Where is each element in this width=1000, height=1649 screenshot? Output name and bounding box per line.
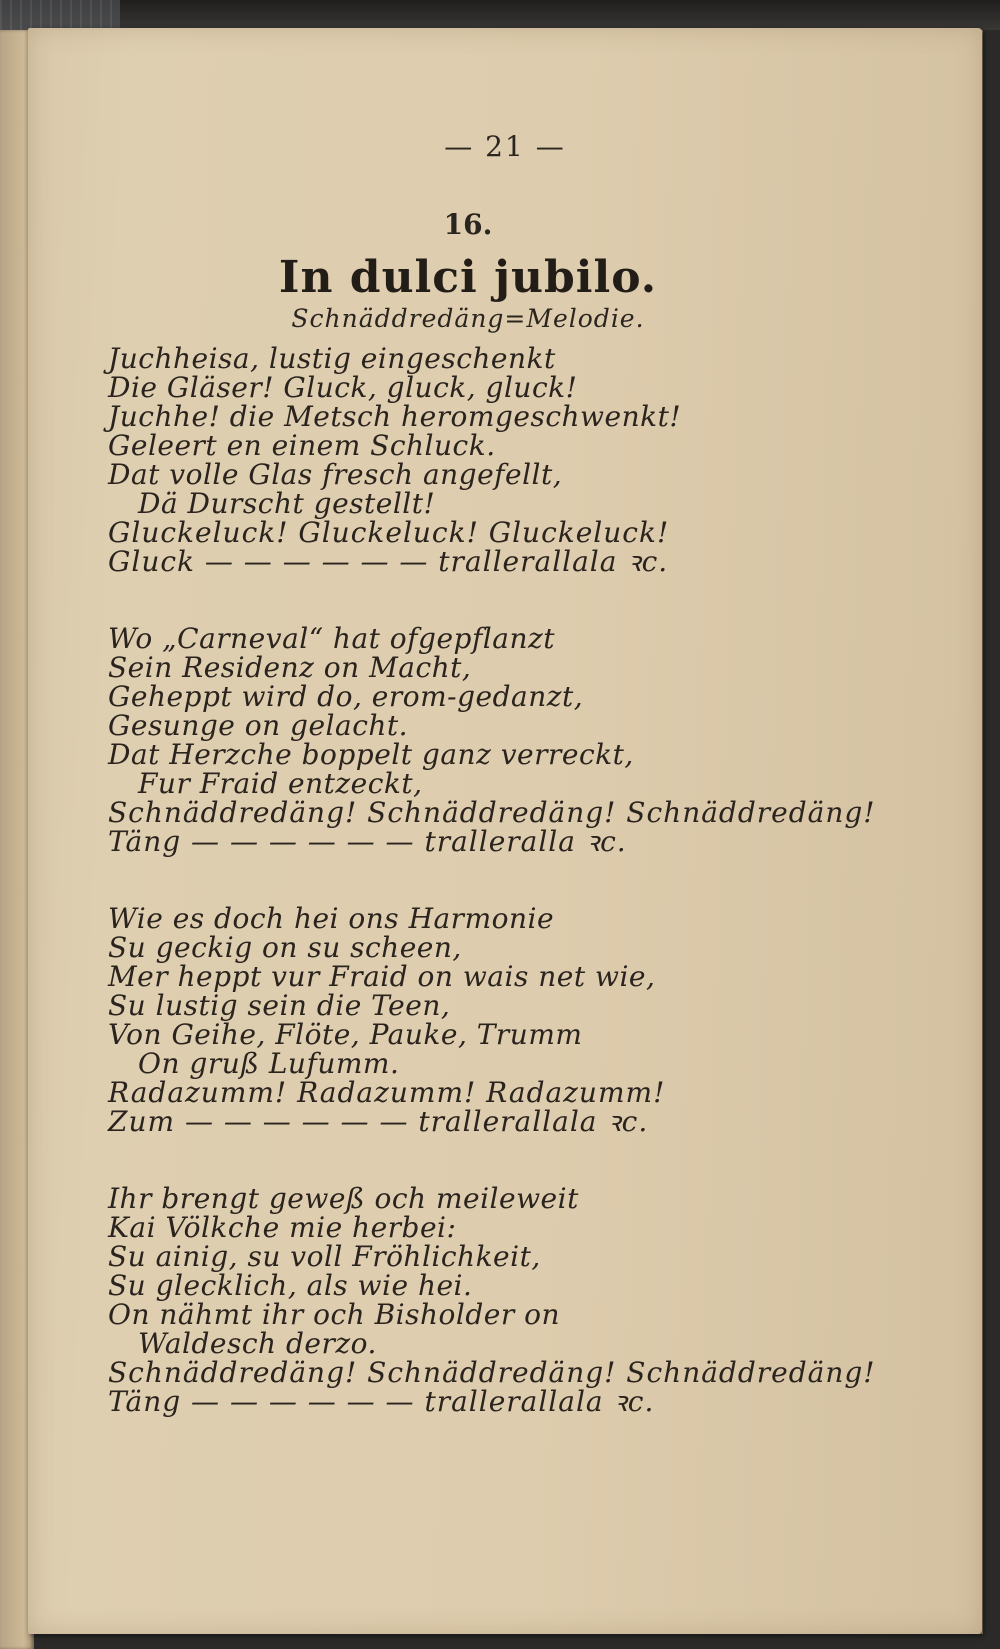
- verse-line: Geheppt wird do, erom-gedanzt,: [108, 680, 584, 713]
- song-title: In dulci jubilo.: [278, 252, 658, 303]
- refrain-line: Schnäddredäng! Schnäddredäng! Schnäddredäng!: [108, 1356, 876, 1389]
- verse-line: Su glecklich, als wie hei.: [108, 1269, 473, 1302]
- verse-line: Juchhe! die Metsch heromgeschwenkt!: [108, 400, 682, 433]
- verse-line: Su ainig, su voll Fröhlichkeit,: [108, 1240, 541, 1273]
- page-number: — 21 —: [444, 130, 566, 163]
- verse-line: Juchheisa, lustig eingeschenkt: [108, 342, 556, 375]
- refrain-line: Radazumm! Radazumm! Radazumm!: [108, 1076, 666, 1109]
- verse-line: Geleert en einem Schluck.: [108, 429, 496, 462]
- verse-line: Mer heppt vur Fraid on wais net wie,: [108, 960, 656, 993]
- stanza-4: [108, 1182, 876, 1418]
- stanza-3: [108, 904, 808, 1136]
- verse-line: Kai Völkche mie herbei:: [108, 1211, 457, 1244]
- verse-line: Wo „Carneval“ hat ofgepflanzt: [108, 622, 555, 655]
- verse-line: On gruß Lufumm.: [138, 1047, 400, 1080]
- book-page: [28, 28, 982, 1634]
- verse-line: Dat volle Glas fresch angefellt,: [108, 458, 563, 491]
- verse-line: Su geckig on su scheen,: [108, 931, 462, 964]
- verse-line: On nähmt ihr och Bisholder on: [108, 1298, 561, 1331]
- song-number: 16.: [443, 208, 493, 241]
- refrain-line: Schnäddredäng! Schnäddredäng! Schnäddredäng!: [108, 796, 876, 829]
- melody-line: Schnäddredäng=Melodie.: [291, 304, 645, 333]
- refrain-line: Gluck — — — — — — trallerallala ꝛc.: [108, 545, 669, 578]
- verse-line: Fur Fraid entzeckt,: [138, 767, 423, 800]
- verse-line: Ihr brengt geweß och meileweit: [108, 1182, 579, 1215]
- verse-line: Wie es doch hei ons Harmonie: [108, 902, 555, 935]
- refrain-line: Gluckeluck! Gluckeluck! Gluckeluck!: [108, 516, 670, 549]
- verse-line: Dat Herzche boppelt ganz verreckt,: [108, 738, 634, 771]
- refrain-line: Zum — — — — — — trallerallala ꝛc.: [108, 1105, 649, 1138]
- verse-line: Sein Residenz on Macht,: [108, 651, 472, 684]
- verse-line: Die Gläser! Gluck, gluck, gluck!: [108, 371, 578, 404]
- verse-line: Waldesch derzo.: [138, 1327, 377, 1360]
- stanza-1: [108, 344, 808, 576]
- stanza-2: [108, 622, 876, 858]
- verse-line: Von Geihe, Flöte, Pauke, Trumm: [108, 1018, 583, 1051]
- scan-background: [0, 0, 1000, 30]
- verse-line: Su lustig sein die Teen,: [108, 989, 451, 1022]
- verse-line: Dä Durscht gestellt!: [138, 487, 436, 520]
- verse-line: Gesunge on gelacht.: [108, 709, 409, 742]
- refrain-line: Täng — — — — — — trallerallа ꝛc.: [108, 825, 627, 858]
- refrain-line: Täng — — — — — — trallerallala ꝛc.: [108, 1385, 655, 1418]
